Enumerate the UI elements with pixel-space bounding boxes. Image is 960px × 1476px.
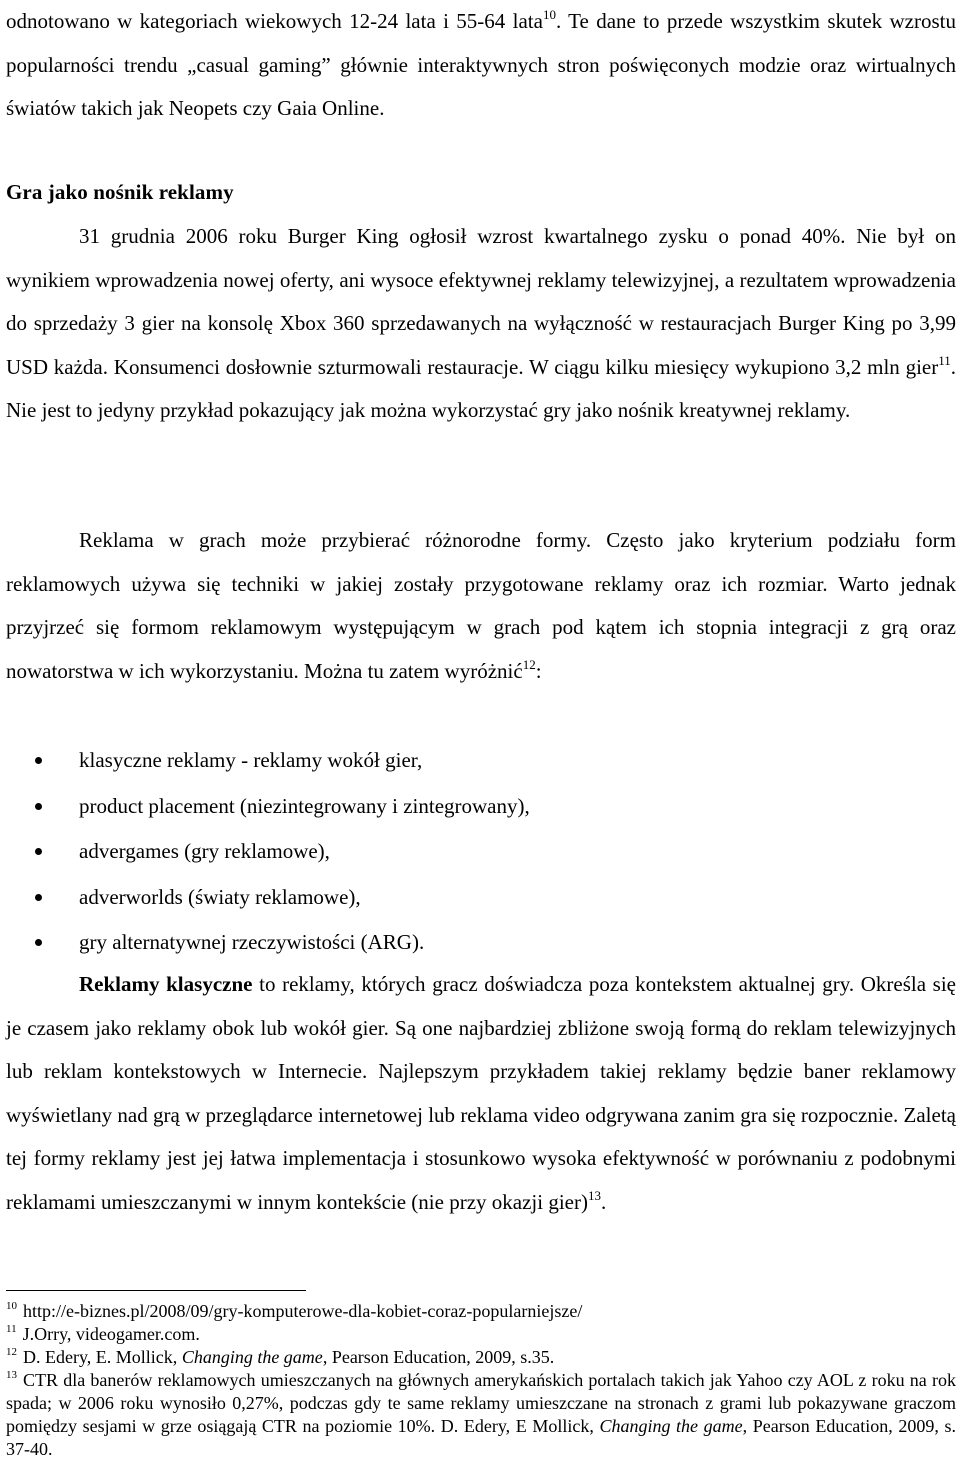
para3-text-1: Reklama w grach może przybierać różnorodne formy. Często jako kryterium podziału form reklamowych używa się techniki w jakiej zostały przygotowane reklamy oraz ich rozmiar. Warto jednak przyjrzeć się formom reklamowym występującym w grach pod kątem ich stopnia integracji z grą oraz nowatorstwa w ich wykorzystaniu. Można tu zatem wyróżnić [6, 528, 956, 683]
list-item: gry alternatywnej rzeczywistości (ARG). [6, 920, 956, 966]
ad-forms-list [6, 738, 956, 966]
footnote-ref-11: 11 [938, 352, 951, 368]
para2-text-1: 31 grudnia 2006 roku Burger King ogłosił wzrost kwartalnego zysku o ponad 40%. Nie był on wynikiem wprowadzenia nowej oferty, ani wysoce efektywnej reklamy telewizyjnej, a rezultatem wprowadzenia do sprzedaży 3 gier na konsolę Xbox 360 sprzedawanych na wyłączność w restauracjach Burger King po 3,99 USD każda. Konsumenci dosłownie szturmowali restauracje. W ciągu kilku miesięcy wykupiono 3,2 mln gier [6, 224, 956, 379]
footnotes [6, 1300, 956, 1461]
classic-ads-paragraph [6, 963, 956, 1224]
bullet-icon [35, 848, 42, 855]
document-page [6, 0, 956, 1459]
bullet-icon [35, 939, 42, 946]
ad-forms-paragraph [6, 519, 956, 693]
intro-text-2: . Te dane to przede wszystkim skutek wzrostu popularności trendu „casual gaming” głównie interaktywnych stron poświęconych modzie oraz wirtualnych światów takich jak Neopets czy Gaia Online. [6, 9, 956, 120]
para2-text-2: . Nie jest to jedyny przykład pokazujący jak można wykorzystać gry jako nośnik kreatywnej reklamy. [6, 354, 956, 422]
para4-text-1: to reklamy, których gracz doświadcza poza kontekstem aktualnej gry. Określa się je czasem jako reklamy obok lub wokół gier. Są one najbardziej zbliżone swoją formą do reklam telewizyjnych lub reklam kontekstowych w Internecie. Najlepszym przykładem takiej reklamy będzie baner reklamowy wyświetlany nad grą w przeglądarce internetowej lub reklama video odgrywana zanim gra się rozpocznie. Zaletą tej formy reklamy jest jej łatwa implementacja i stosunkowo wysoka efektywność w porównaniu z podobnymi reklamami umieszczanymi w innym kontekście (nie przy okazji gier) [6, 972, 956, 1214]
footnote-divider [6, 1290, 306, 1291]
list-item: product placement (niezintegrowany i zintegrowany), [6, 784, 956, 830]
para3-text-2: : [535, 658, 542, 683]
bullet-icon [35, 894, 42, 901]
list-item: advergames (gry reklamowe), [6, 829, 956, 875]
classic-ads-term: Reklamy klasyczne [79, 972, 253, 996]
burger-king-paragraph [6, 215, 956, 433]
section-heading: Gra jako nośnik reklamy [6, 180, 234, 204]
intro-paragraph [6, 0, 956, 131]
footnote-11: $^{11}$ J.Orry, videogamer.com. [6, 1323, 200, 1344]
footnote-10: $^{10}$ http://e-biznes.pl/2008/09/gry-komputerowe-dla-kobiet-coraz-popularniejsze/ [6, 1300, 583, 1321]
para4-text-2: . [600, 1189, 607, 1214]
bullet-icon [35, 757, 42, 764]
intro-text-1: odnotowano w kategoriach wiekowych 12-24 lata i 55-64 lata [6, 9, 543, 33]
footnote-12: $^{12}$ D. Edery, E. Mollick, Changing the game, Pearson Education, 2009, s.35. [6, 1346, 555, 1367]
bullet-icon [35, 803, 42, 810]
footnote-ref-13: 13 [587, 1187, 601, 1203]
footnote-ref-12: 12 [522, 656, 536, 672]
list-item: klasyczne reklamy - reklamy wokół gier, [6, 738, 956, 784]
footnote-ref-10: 10 [542, 7, 556, 22]
list-item: adverworlds (światy reklamowe), [6, 875, 956, 921]
footnote-13: $^{13}$ CTR dla banerów reklamowych umieszczanych na głównych amerykańskich portalach takich jak Yahoo czy AOL z roku na rok spada; w 2006 roku wynosiło 0,27%, podczas gdy te same reklamy umieszczane na stronach z grami lub pokazywane graczom pomiędzy sesjami w grze osiągają CTR na poziomie 10%. D. Edery, E Mollick, Changing the game, Pearson Education, 2009, s. 37-40. [6, 1369, 956, 1459]
